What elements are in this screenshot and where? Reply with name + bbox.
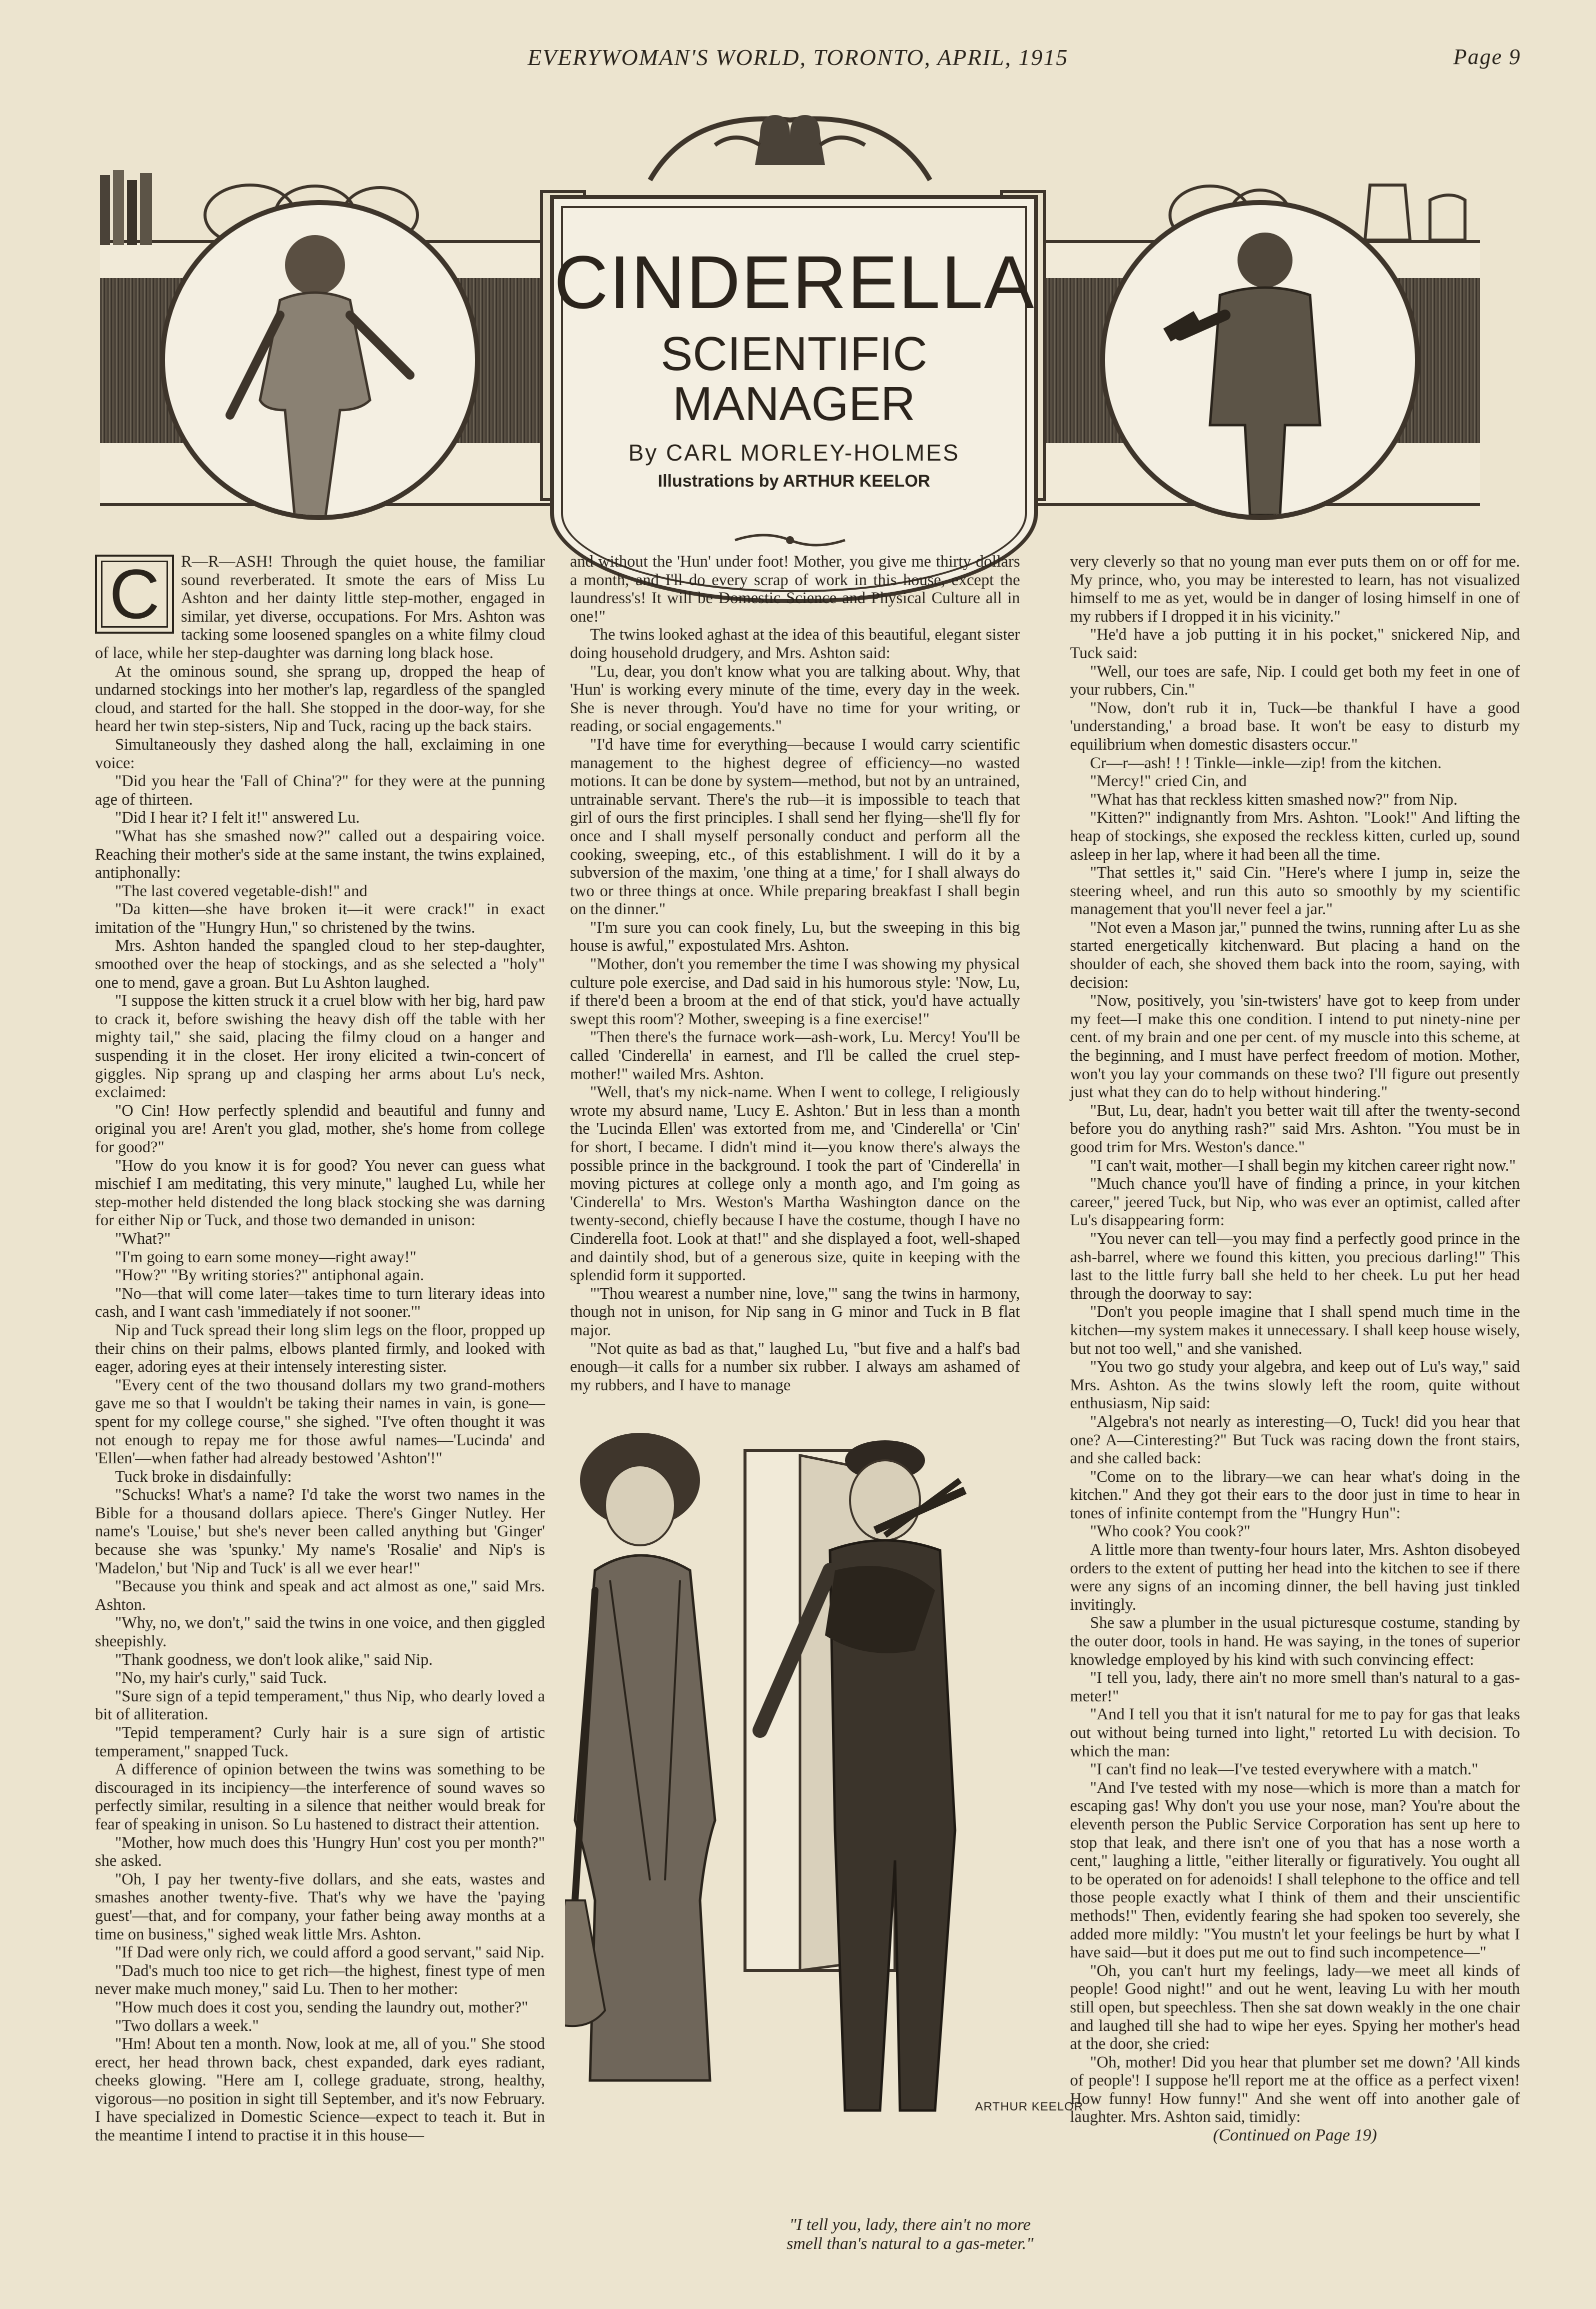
- author-byline: By CARL MORLEY-HOLMES: [628, 440, 960, 466]
- paragraph: "That settles it," said Cin. "Here's where I jump in, seize the steering wheel, and run this auto so smoothly by my scientific management that you'll never feel a jar.": [1070, 864, 1520, 919]
- paragraph: Tuck broke in disdainfully:: [115, 1467, 292, 1486]
- plumber-scene-illustration: [565, 1420, 1045, 2200]
- paragraph: "And I tell you that it isn't natural for me to pay for gas that leaks out without being turned into light," retorted Lu with decision. To which the man:: [1070, 1705, 1520, 1760]
- paragraph: "You never can tell—you may find a perfectly good prince in the ash-barrel, where we found this kitten, you precious darling!" This last to the little furry ball she held to her cheek. Lu put her head through the doorway to say:: [1070, 1229, 1520, 1303]
- paragraph: "Every cent of the two thousand dollars my two grand-mothers gave me so that I wouldn't be taking their names in vain, is gone—spent for my college course," she sighed. "I've often thought it was not enough to repay me for those awful names—'Lucinda' and 'Ellen'—when father had already bestowed 'Ashton'!": [95, 1376, 545, 1468]
- kitchen-door-scene: [565, 1420, 1045, 2200]
- paragraph: "No—that will come later—takes time to turn literary ideas into cash, and I want cash 'immediately if not sooner.'": [95, 1284, 545, 1321]
- paragraph: "The last covered vegetable-dish!" and: [115, 882, 368, 900]
- paragraph: "Well, our toes are safe, Nip. I could get both my feet in one of your rubbers, Cin.": [1070, 662, 1520, 699]
- paragraph: "Tepid temperament? Curly hair is a sure sign of artistic temperament," snapped Tuck.: [95, 1724, 545, 1760]
- paragraph: "Mother, how much does this 'Hungry Hun' cost you per month?" she asked.: [95, 1833, 545, 1870]
- paragraph: "Now, positively, you 'sin-twisters' have got to keep from under my feet—I make this one condition. I intend to put ninety-nine per cent. of my brain and one per cent. of my muscle into this scheme, at the beginning, and I must have perfect freedom of motion. Mother, won't you lay your commands on these two? I'll figure out presently just what they can do to help without hindering.": [1070, 992, 1520, 1102]
- paragraph: "Kitten?" indignantly from Mrs. Ashton. "Look!" And lifting the heap of stockings, she exposed the reckless kitten, curled up, sound asleep in her lap, where it had been all the time.: [1070, 809, 1520, 864]
- paragraph: "You two go study your algebra, and keep out of Lu's way," said Mrs. Ashton. As the twins slowly left the room, quite without enthusiasm, Nip said:: [1070, 1358, 1520, 1413]
- paragraph: very cleverly so that no young man ever puts them on or off for me. My prince, who, you may be interested to learn, has not visualized himself to me as yet, would be in danger of losing himself in one of my rubbers if I dropped it in his vicinity.": [1070, 553, 1520, 626]
- article-subtitle: [554, 329, 1034, 429]
- paragraph: "I'd have time for everything—because I would carry scientific management to the highest degree of efficiency—no wasted motions. It can be done by system—method, but not by an untrained, untrainable servant. There's the rub—it is impossible to teach that girl of ours the first principles. I shall send her flying—she'll fly for once and I shall myself personally conduct and perform all the cooking, sweeping, etc., of this establishment. I will do it by a subversion of the maxim, 'one thing at a time,' for I shall always do two or three things at once. While preparing breakfast I shall begin on the dinner.": [570, 735, 1020, 919]
- portrait-man: [1100, 200, 1420, 520]
- paragraph: "Oh, I pay her twenty-five dollars, and she eats, wastes and smashes another twenty-five. That's why we have the 'paying guest'—that, and for company, your father being away months at a time on business," sighed weak little Mrs. Ashton.: [95, 1870, 545, 1943]
- paragraph: "Come on to the library—we can hear what's doing in the kitchen." And they got their ears to the door just in time to hear in tones of infinite contempt from the "Hungry Hun":: [1070, 1467, 1520, 1522]
- subtitle-line-2: MANAGER: [672, 377, 916, 431]
- paragraph: A little more than twenty-four hours later, Mrs. Ashton disobeyed orders to the extent of putting her head into the kitchen to see if there were any signs of an incoming dinner, the bell having just tinkled invitingly.: [1070, 1541, 1520, 1614]
- paragraph: "Then there's the furnace work—ash-work, Lu. Mercy! You'll be called 'Cinderella' in earnest, and I'll be called the cruel step-mother!" wailed Mrs. Ashton.: [570, 1028, 1020, 1083]
- paragraph: "Oh, mother! Did you hear that plumber set me down? 'All kinds of people'! I suppose he'll report me at the office as a perfect vixen! How funny! How funny!" And she went off into another gale of laughter. Mrs. Ashton said, timidly:: [1070, 2053, 1520, 2126]
- paragraph: "I can't find no leak—I've tested everywhere with a match.": [1090, 1760, 1478, 1779]
- paragraph: The twins looked aghast at the idea of this beautiful, elegant sister doing household drudgery, and Mrs. Ashton said:: [570, 626, 1020, 662]
- paragraph: "He'd have a job putting it in his pocket," snickered Nip, and Tuck said:: [1070, 626, 1520, 662]
- paragraph: "Schucks! What's a name? I'd take the worst two names in the Bible for a thousand dollars apiece. There's Ginger Nutley. Her name's 'Louise,' but she's never been called anything but 'Ginger' because she was 'spunky.' My name's 'Rosalie' and Nip's is 'Madelon,' but 'Nip and Tuck' is all we ever hear!": [95, 1486, 545, 1577]
- paragraph: "Well, that's my nick-name. When I went to college, I religiously wrote my absurd name, 'Lucy E. Ashton.' But in less than a month the 'Lucinda Ellen' was extorted from me, and 'Cinderella' or 'Cin' for short, I became. I didn't mind it—you know there's always the possible prince in the background. I took the part of 'Cinderella' in moving pictures at college only a month ago, and I'm going as 'Cinderella' to Mrs. Weston's Martha Washington dance on the twenty-second, chiefly because I have the costume, though I have no Cinderella foot. Look at that!" and she displayed a foot, well-shaped and daintily shod, but of a generous size, quite in keeping with the splendid form it supported.: [570, 1083, 1020, 1285]
- paragraph: "How do you know it is for good? You never can guess what mischief I am meditating, this very minute," laughed Lu, while her step-mother held distended the long black stocking she was darning for either Nip or Tuck, and those two demanded in unison:: [95, 1156, 545, 1230]
- paragraph: She saw a plumber in the usual picturesque costume, standing by the outer door, tools in hand. He was saying, in the tones of superior knowledge employed by his kind with such convincing effect:: [1070, 1614, 1520, 1669]
- paragraph: "Mercy!" cried Cin, and: [1090, 772, 1247, 791]
- paragraph: A difference of opinion between the twins was something to be discouraged in its incipiency—the interference of sound waves so perfectly similar, resulting in a silence that neither would break for fear of speaking in unison. So Lu hastened to distract their attention.: [95, 1760, 545, 1833]
- man-figure-illustration: [1105, 205, 1415, 515]
- woman-figure-illustration: [165, 205, 475, 515]
- drop-cap: C: [95, 555, 174, 634]
- paragraph: Simultaneously they dashed along the hall, exclaiming in one voice:: [95, 735, 545, 772]
- paragraph: "Much chance you'll have of finding a prince, in your kitchen career," jeered Tuck, but Nip, who was ever an optimist, called after Lu's disappearing form:: [1070, 1175, 1520, 1230]
- paragraph: "How much does it cost you, sending the laundry out, mother?": [115, 1998, 528, 2016]
- paragraph: "Because you think and speak and act almost as one," said Mrs. Ashton.: [95, 1577, 545, 1614]
- paragraph: "What?": [115, 1229, 171, 1248]
- paragraph: At the ominous sound, she sprang up, dropped the heap of undarned stockings into her mother's lap, regardless of the spangled cloud, and started for the hall. She stopped in the door-way, for she heard her twin step-sisters, Nip and Tuck, racing up the back stairs.: [95, 662, 545, 736]
- paragraph: "Dad's much too nice to get rich—the highest, finest type of men never make much money," said Lu. Then to her mother:: [95, 1961, 545, 1998]
- continued-notice: (Continued on Page 19): [1213, 2126, 1377, 2145]
- paragraph: "But, Lu, dear, hadn't you better wait till after the twenty-second before you do anything rash?" said Mrs. Ashton. "You must be in good trim for Mrs. Weston's dance.": [1070, 1101, 1520, 1156]
- paragraph: "What has that reckless kitten smashed now?" from Nip.: [1090, 790, 1458, 809]
- paragraph: "Did you hear the 'Fall of China'?" for they were at the punning age of thirteen.: [95, 772, 545, 809]
- paragraph: "Did I hear it? I felt it!" answered Lu.: [115, 809, 360, 827]
- bell-ornament: [640, 105, 940, 200]
- illustrator-credit: Illustrations by ARTHUR KEELOR: [658, 472, 930, 491]
- illustration-caption: "I tell you, lady, there ain't no more smell than's natural to a gas-meter.": [786, 2215, 1034, 2253]
- paragraph: "I'm sure you can cook finely, Lu, but the sweeping in this big house is awful," expostulated Mrs. Ashton.: [570, 918, 1020, 955]
- paragraph: "Mother, don't you remember the time I was showing my physical culture pole exercise, and Dad said in his humorous style: 'Now, Lu, if there'd been a broom at the end of that stick, you'd have actually swept this room'? Mother, sweeping is a fine exercise!": [570, 955, 1020, 1028]
- title-banner: [100, 90, 1480, 550]
- paragraph: "Sure sign of a tepid temperament," thus Nip, who dearly loved a bit of alliteration.: [95, 1687, 545, 1724]
- text-column-1: [95, 553, 545, 2273]
- paragraph: Cr—r—ash! ! ! Tinkle—inkle—zip! from the kitchen.: [1090, 754, 1442, 772]
- paragraph: Mrs. Ashton handed the spangled cloud to her step-daughter, smoothed over the heap of stockings, and as she selected a "holy" one to mend, gave a groan. But Lu Ashton laughed.: [95, 937, 545, 992]
- paragraph: "Why, no, we don't," said the twins in one voice, and then giggled sheepishly.: [95, 1614, 545, 1651]
- paragraph: "Now, don't rub it in, Tuck—be thankful I have a good 'understanding,' a broad base. It won't be easy to disturb my equilibrium when domestic disasters occur.": [1070, 699, 1520, 754]
- paragraph: "Two dollars a week.": [115, 2016, 259, 2035]
- paragraph: "Da kitten—she have broken it—it were crack!" in exact imitation of the "Hungry Hun," so christened by the twins.: [95, 900, 545, 937]
- paragraph: Nip and Tuck spread their long slim legs on the floor, propped up their chins on their palms, elbows planted firmly, and looked with eager, adoring eyes at their intensely interesting sister.: [95, 1321, 545, 1376]
- paragraph: "I suppose the kitten struck it a cruel blow with her big, hard paw to crack it, before swishing the heavy dish off the table with her mighty tail," she said, placing the filmy cloud on a hanger and suspending it in the closet. Her irony elicited a twin-concert of giggles. Nip sprang up and clasping her arms about Lu's neck, exclaimed:: [95, 992, 545, 1102]
- paragraph: "No, my hair's curly," said Tuck.: [115, 1669, 327, 1687]
- paragraph: "O Cin! How perfectly splendid and beautiful and funny and original you are! Aren't you glad, mother, she's home from college for good?": [95, 1101, 545, 1156]
- running-header: [0, 44, 1596, 79]
- text-column-2: [570, 553, 1020, 1403]
- paragraph: "'Thou wearest a number nine, love,'" sang the twins in harmony, though not in unison, for Nip sang in G minor and Tuck in B flat major.: [570, 1284, 1020, 1339]
- paragraph: "Don't you people imagine that I shall spend much time in the kitchen—my system makes it unnecessary. I shall keep house wisely, but not too well," and she vanished.: [1070, 1303, 1520, 1358]
- paragraph: "Oh, you can't hurt my feelings, lady—we meet all kinds of people! Good night!" and out he went, leaving Lu with her mouth still open, but speechless. Then she sat down weakly in the one chair and laughed till she had to wipe her eyes. Spying her mother's head at the door, she cried:: [1070, 1961, 1520, 2053]
- paragraph: "Algebra's not nearly as interesting—O, Tuck! did you hear that one? A—Cinteresting?" But Tuck was racing down the front stairs, and she called back:: [1070, 1412, 1520, 1468]
- article-title: CINDERELLA: [554, 240, 1035, 324]
- paragraph: "Who cook? You cook?": [1090, 1522, 1250, 1541]
- paragraph: "And I've tested with my nose—which is more than a match for escaping gas! Why don't you use your nose, man? You're about the eleventh person the Public Service Corporation has sent up here to stop that leak, and there isn't one of you that has a nose worth a cent," laughing a little, "either literally or figuratively. You ought all to be operated on for adenoids! I shall telephone to the office and tell those people exactly what I think of them and their unscientific methods!" Then, evidently fearing she had spoken too severely, she added more mildly: "You mustn't let your feelings be hurt by what I have said—but it does put me out to find such incompetence—": [1070, 1778, 1520, 1962]
- paragraph: "Not even a Mason jar," punned the twins, running after Lu as she started energetically kitchenward. But placing a hand on the shoulder of each, she shoved them back into the room, saying, with decision:: [1070, 918, 1520, 992]
- subtitle-line-1: SCIENTIFIC: [660, 327, 928, 381]
- bottom-flourish: [730, 530, 850, 550]
- paragraph: "How?" "By writing stories?" antiphonal again.: [115, 1266, 424, 1285]
- text-column-3: [1070, 553, 1520, 2273]
- paragraph: "Hm! About ten a month. Now, look at me, all of you." She stood erect, her head thrown back, chest expanded, dark eyes radiant, cheeks glowing. "Here am I, college graduate, strong, healthy, vigorous—no position in sight till September, and it's now February. I have specialized in Domestic Science—expect to teach it. But in the meantime I intend to practise it in this house—: [95, 2035, 545, 2145]
- paragraph: "I tell you, lady, there ain't no more smell than's natural to a gas-meter!": [1070, 1669, 1520, 1705]
- paragraph: R—R—ASH! Through the quiet house, the familiar sound reverberated. It smote the ears of Miss Lu Ashton and her dainty little step-mother, engaged in similar, yet diverse, occupations. For Mrs. Ashton was tacking some loosened spangles on a white filmy cloud of lace, while her step-daughter was darning long black hose.: [95, 553, 545, 662]
- paragraph: "What has she smashed now?" called out a despairing voice. Reaching their mother's side at the same instant, the twins explained, antiphonally:: [95, 827, 545, 882]
- paragraph: "Lu, dear, you don't know what you are talking about. Why, that 'Hun' is working every minute of the time, every day in the week. She is never through. You'd have no time for your writing, or reading, or social engagements.": [570, 662, 1020, 736]
- paragraph: and without the 'Hun' under foot! Mother, you give me thirty dollars a month, and I'll do every scrap of work in this house, except the laundress's! It will be Domestic Science and Physical Culture all in one!": [570, 553, 1020, 626]
- portrait-woman: [160, 200, 480, 520]
- paragraph: "Not quite as bad as that," laughed Lu, "but five and a half's bad enough—it calls for a number six rubber. I always am ashamed of my rubbers, and I have to manage: [570, 1339, 1020, 1394]
- paragraph: "Thank goodness, we don't look alike," said Nip.: [115, 1650, 433, 1669]
- paragraph: "I can't wait, mother—I shall begin my kitchen career right now.": [1090, 1156, 1516, 1175]
- page-number: Page 9: [1453, 45, 1521, 69]
- paragraph: "I'm going to earn some money—right away!": [115, 1248, 416, 1266]
- paragraph: "If Dad were only rich, we could afford a good servant," said Nip.: [115, 1943, 544, 1962]
- running-title: EVERYWOMAN'S WORLD, TORONTO, APRIL, 1915: [528, 45, 1068, 70]
- artist-signature: ARTHUR KEELOR: [975, 2100, 1084, 2113]
